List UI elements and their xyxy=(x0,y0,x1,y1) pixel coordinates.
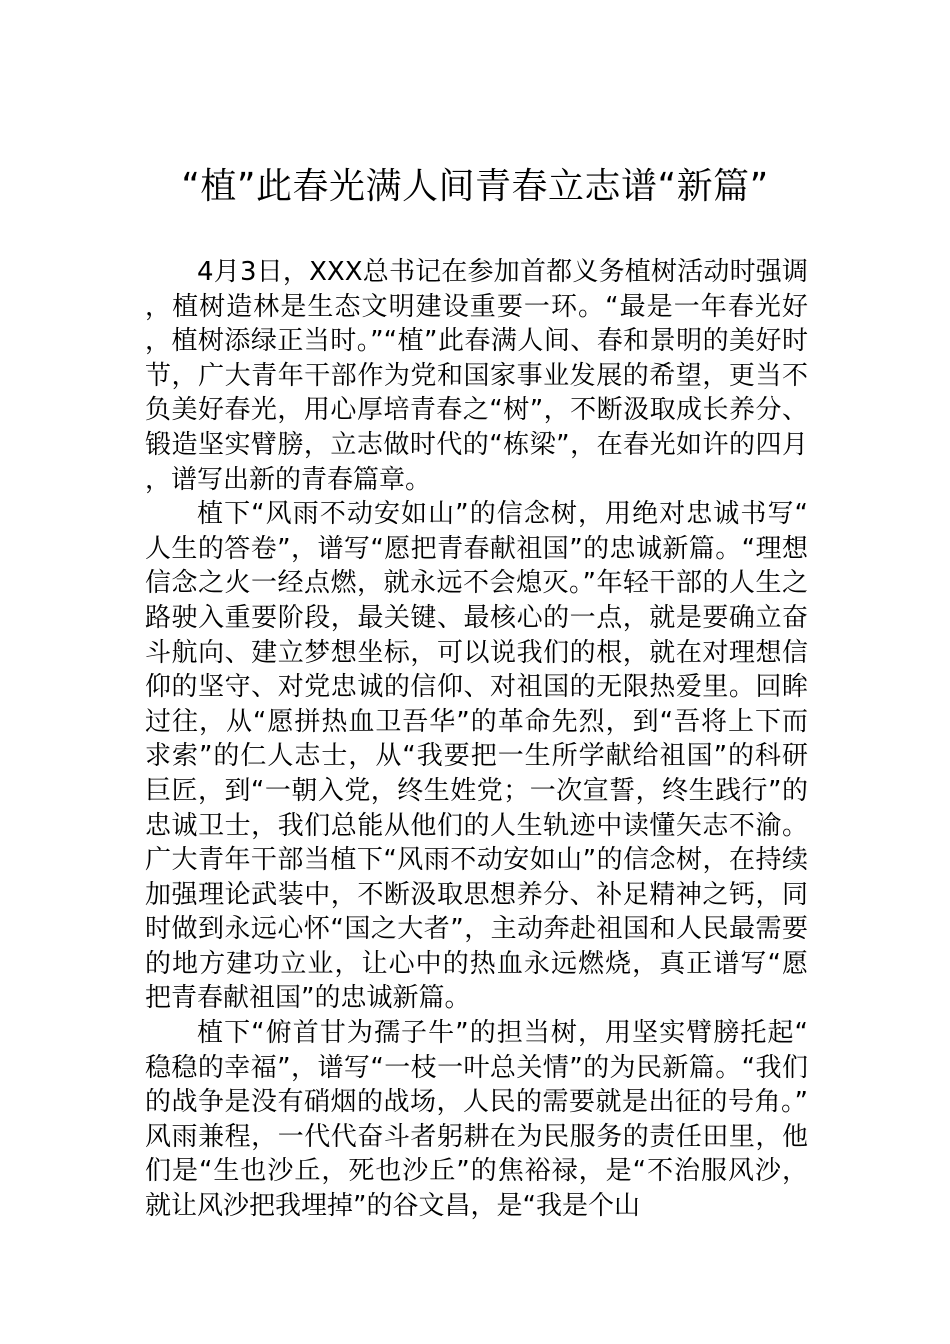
paragraph: 4月3日，XXX总书记在参加首都义务植树活动时强调，植树造林是生态文明建设重要一环。“最是一年春光好，植树添绿正当时。”“植”此春满人间、春和景明的美好时节，广大青年干部作为党和国家事业发展的希望，更当不负美好春光，用心厚培青春之“树”，不断汲取成长养分、锻造坚实臂膀，立志做时代的“栋梁”，在春光如许的四月，谱写出新的青春篇章。 xyxy=(145,257,808,495)
document-title: “植”此春光满人间青春立志谱“新篇” xyxy=(181,166,769,207)
paragraph: 植下“风雨不动安如山”的信念树，用绝对忠诚书写“人生的答卷”，谱写“愿把青春献祖国”的忠诚新篇。“理想信念之火一经点燃，就永远不会熄灭。”年轻干部的人生之路驶入重要阶段，最关键、最核心的一点，就是要确立奋斗航向、建立梦想坐标，可以说我们的根，就在对理想信仰的坚守、对党忠诚的信仰、对祖国的无限热爱里。回眸过往，从“愿拼热血卫吾华”的革命先烈，到“吾将上下而求索”的仁人志士，从“我要把一生所学献给祖国”的科研巨匠，到“一朝入党，终生姓党；一次宣誓，终生践行”的忠诚卫士，我们总能从他们的人生轨迹中读懂矢志不渝。广大青年干部当植下“风雨不动安如山”的信念树，在持续加强理论武装中，不断汲取思想养分、补足精神之钙，同时做到永远心怀“国之大者”，主动奔赴祖国和人民最需要的地方建功立业，让心中的热血永远燃烧，真正谱写“愿把青春献祖国”的忠诚新篇。 xyxy=(145,499,808,1014)
document-body xyxy=(145,255,808,1224)
paragraph: 植下“俯首甘为孺子牛”的担当树，用坚实臂膀托起“稳稳的幸福”，谱写“一枝一叶总关情”的为民新篇。“我们的战争是没有硝烟的战场，人民的需要就是出征的号角。”风雨兼程，一代代奋斗者躬耕在为民服务的责任田里，他们是“生也沙丘，死也沙丘”的焦裕禄，是“不治服风沙，就让风沙把我埋掉”的谷文昌，是“我是个山 xyxy=(145,1018,808,1222)
